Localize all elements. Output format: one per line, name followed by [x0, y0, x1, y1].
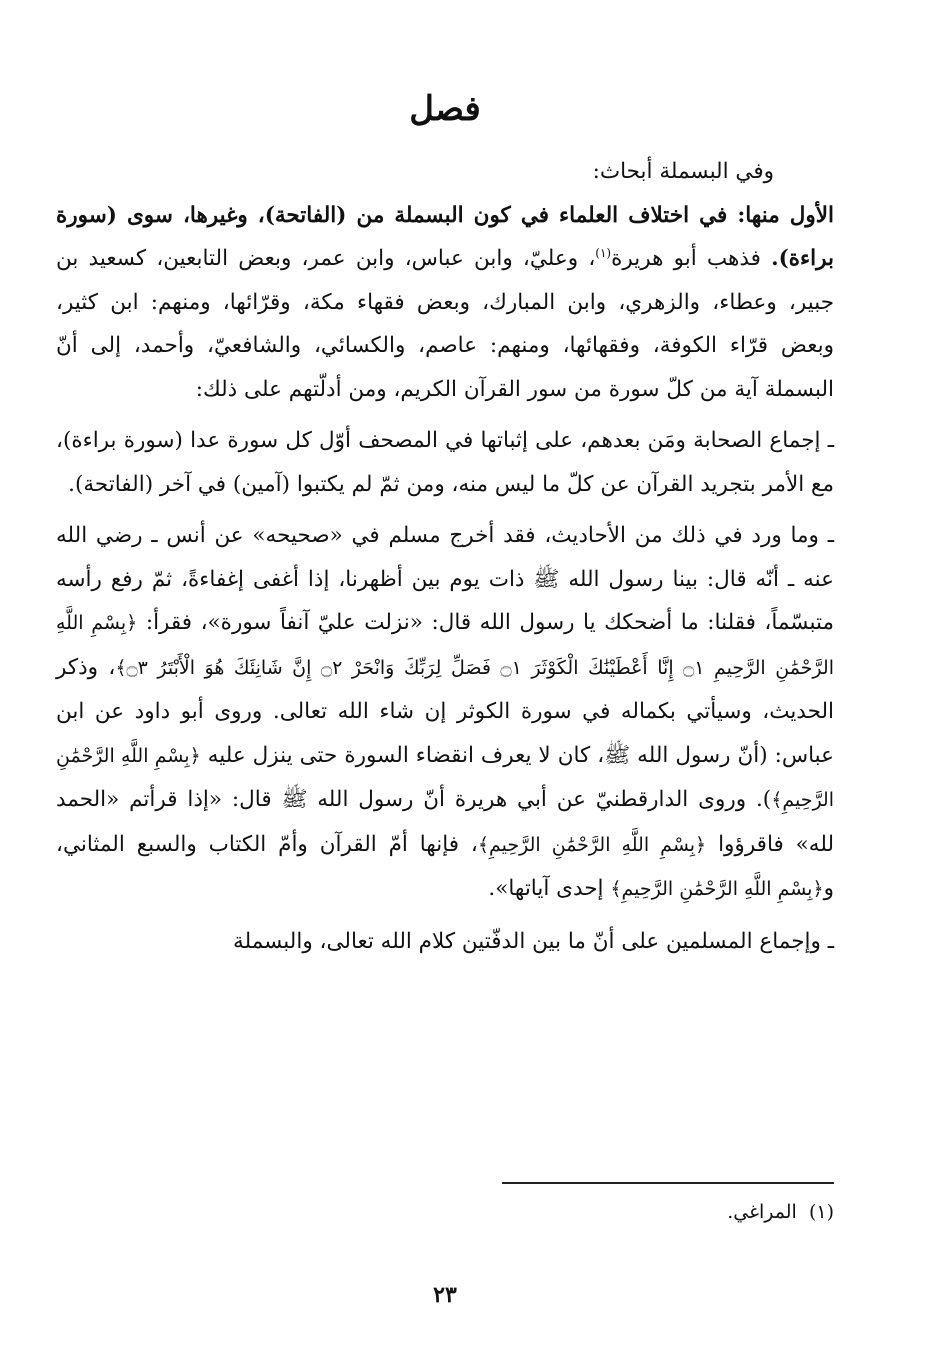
evidence-2-text-e: إحدى آياتها».: [488, 876, 611, 901]
evidence-2-paragraph: [56, 514, 834, 912]
evidence-1-paragraph: ـ إجماع الصحابة ومَن بعدهم، على إثباتها في المصحف أوّل كل سورة عدا (سورة براءة)، مع الأمر بتجريد القرآن عن كلّ ما ليس منه، ومن ثمّ لم يكتبوا (آمين) في آخر (الفاتحة).: [56, 428, 834, 497]
footnote-reference: (١): [595, 245, 612, 260]
footnote: [727, 1197, 834, 1227]
section-1-text-a: فذهب أبو هريرة: [611, 246, 772, 271]
section-1-paragraph: [56, 194, 834, 412]
quran-basmala-2: ﴿بِسْمِ اللَّهِ الرَّحْمَٰنِ الرَّحِيمِ﴾: [477, 833, 707, 856]
evidence-2-text-b: ، وذكر الحديث، وسيأتي بكماله في سورة الكوثر إن شاء الله تعالى. وروى أبو داود عن ابن عباس: (أنّ رسول الله ﷺ، كان لا يعرف انقضاء السورة حتى ينزل عليه: [56, 654, 834, 768]
quran-basmala-1: ﴿بِسْمِ اللَّهِ الرَّحْمَٰنِ الرَّحِيمِ﴾: [56, 744, 834, 811]
evidence-3-paragraph: ـ وإجماع المسلمين على أنّ ما بين الدفّتين كلام الله تعالى، والبسملة: [233, 928, 834, 954]
section-1-title: الأول منها: في اختلاف العلماء في كون البسملة من (الفاتحة)، وغيرها، سوى (سورة براءة).: [56, 202, 834, 271]
evidence-2-text-d: ، فإنها أمّ القرآن وأمّ الكتاب والسبع المثاني، و: [56, 831, 834, 901]
footnote-text: المراغي.: [727, 1201, 797, 1223]
page-number: ٢٣: [433, 1282, 457, 1308]
quran-basmala-3: ﴿بِسْمِ اللَّهِ الرَّحْمَٰنِ الرَّحِيمِ﴾: [610, 878, 824, 900]
section-1-text-b: ، وعليّ، وابن عباس، وابن عمر، وبعض التابعين، كسعيد بن جبير، وعطاء، والزهري، وابن المبارك، وبعض فقهاء مكة، وقرّائها، ومنهم: ابن كثير، وبعض قرّاء الكوفة، وفقهائها، ومنهم: عاصم، والكسائي، والشافعيّ، وأحمد، إلى أنّ البسملة آية من كلّ سورة من سور القرآن الكريم، ومن أدلّتهم على ذلك:: [56, 246, 834, 402]
chapter-heading: فصل: [409, 89, 481, 129]
evidence-2-text-c: ). وروى الدارقطنيّ عن أبي هريرة أنّ رسول الله ﷺ قال: «إذا قرأتم «الحمد لله» فاقرؤوا: [56, 787, 835, 857]
intro-line: وفي البسملة أبحاث:: [592, 159, 774, 184]
quran-verse-kawthar: ﴿بِسْمِ اللَّهِ الرَّحْمَٰنِ الرَّحِيمِ ۝١ إِنَّا أَعْطَيْنَٰكَ الْكَوْثَرَ ۝١ فَصَلِّ لِرَبِّكَ وَانْحَرْ ۝٢ إِنَّ شَانِئَكَ هُوَ الْأَبْتَرُ ۝٣﴾: [56, 612, 834, 679]
main-text: [56, 150, 834, 963]
footnote-divider: [502, 1182, 834, 1184]
footnote-marker: (١): [808, 1201, 834, 1223]
evidence-2-text-a: ـ وما ورد في ذلك من الأحاديث، فقد أخرج مسلم في «صحيحه» عن أنس ـ رضي الله عنه ـ أنّه قال: بينا رسول الله ﷺ ذات يوم بين أظهرنا، إذا أغفى إغفاءةً، ثمّ رفع رأسه متبسّماً، فقلنا: ما أضحكك يا رسول الله قال: «نزلت عليّ آنفاً سورة»، فقرأ:: [56, 523, 835, 635]
book-page: [56, 0, 834, 1363]
